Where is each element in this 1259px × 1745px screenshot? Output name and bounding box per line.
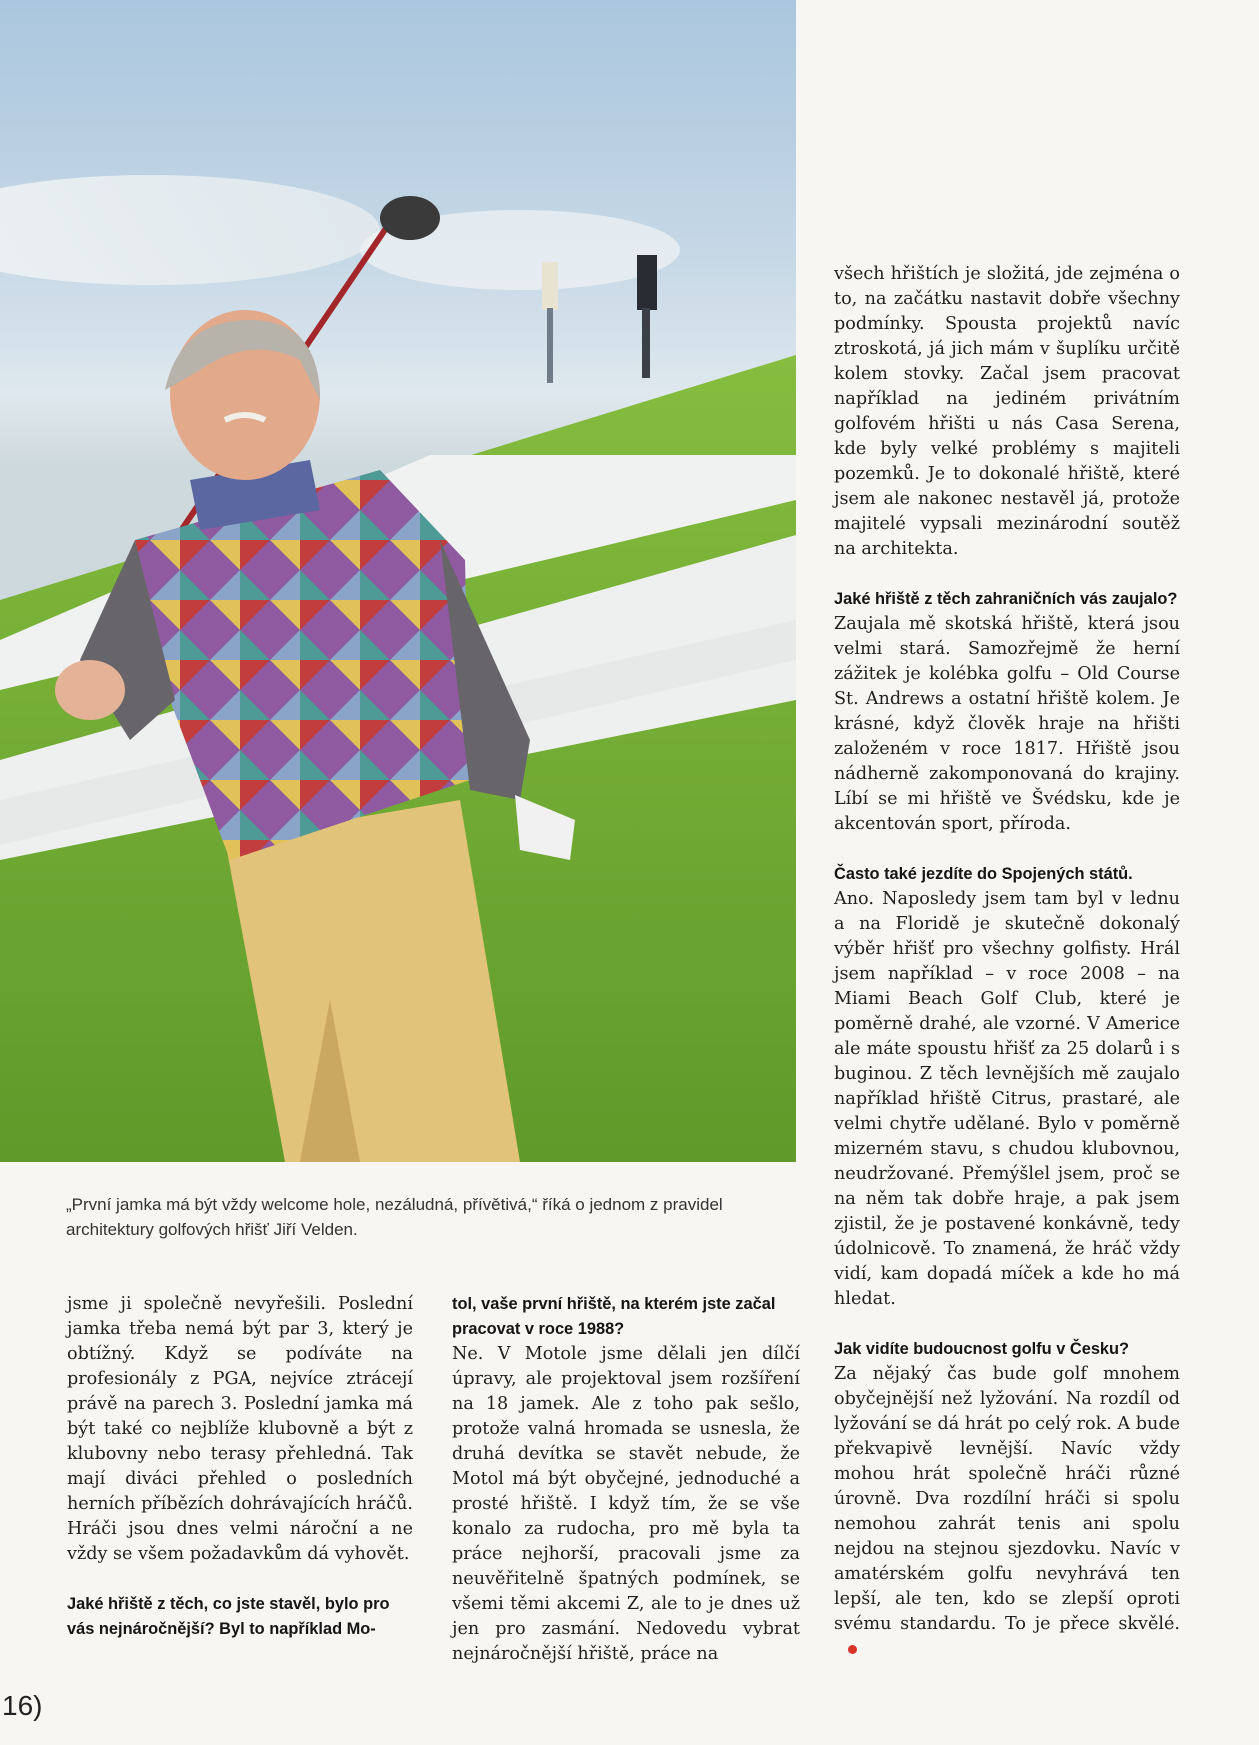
paragraph: všech hřištích je složitá, jde zejména o to, na začátku nastavit dobře všechny podmínky. Spousta projektů navíc ztroskotá, já jich mám v šuplíku určitě kolem stovky. Začal jsem pracovat například na jediném privátním golfovém hřišti u nás Casa Serena, kde byly velké problémy s majiteli pozemků. Je to dokonalé hřiště, které jsem ale nakonec nestavěl já, protože majitelé vypsali mezinárodní soutěž na architekta. (834, 264, 1180, 559)
question-heading: Jaké hřiště z těch, co jste stavěl, bylo pro vás nejnáročnější? Byl to například Mo- (67, 1595, 390, 1638)
question-heading: tol, vaše první hřiště, na kterém jste začal pracovat v roce 1988? (452, 1295, 776, 1338)
paragraph-text: Za nějaký čas bude golf mnohem obyčejnější než lyžování. Na rozdíl od lyžování se dá hrát po celý rok. A bude překvapivě levnější. Navíc vždy mohou hrát společně hráči různé úrovně. Dva rozdílní hráči si spolu nemohou zahrát tenis ani spolu nejdou na stejnou sjezdovku. Navíc v amatérském golfu nevyhrává ten lepší, ale ten, kdo se zlepší oproti svému standardu. To je přece skvělé. (834, 1364, 1180, 1634)
question-heading: Jaké hřiště z těch zahraničních vás zaujalo? (834, 590, 1178, 608)
question-heading: Často také jezdíte do Spojených států. (834, 865, 1133, 883)
end-mark-icon (848, 1645, 857, 1654)
text-column-middle (452, 1292, 800, 1667)
paragraph: Ne. V Motole jsme dělali jen dílčí úpravy, ale projektoval jsem rozšíření na 18 jamek. Ale z toho pak sešlo, protože valná hromada se usnesla, že druhá devítka se stavět nebude, že Motol má být obyčejné, jednoduché a prosté hřiště. I když tím, že se vše konalo za rudocha, pro mě byla ta práce nejhorší, pracovali jsme za neuvěřitelně špatných podmínek, se všemi těmi akcemi Z, ale to je dnes už jen pro zasmání. Nedovedu vybrat nejnáročnější hřiště, práce na (452, 1344, 800, 1664)
text-column-left (67, 1292, 413, 1642)
question-heading: Jak vidíte budoucnost golfu v Česku? (834, 1340, 1130, 1358)
paragraph: jsme ji společně nevyřešili. Poslední jamka třeba nemá být par 3, který je obtížný. Když se podíváte na profesionály z PGA, nejvíce ztrácejí právě na parech 3. Poslední jamka má být také co nejblíže klubovně a být z klubovny nebo terasy přehledná. Tak mají diváci přehled o posledních herních příbězích dohrávajících hráčů. Hráči jsou dnes velmi nároční a ne vždy se všem požadavkům dá vyhovět. (67, 1294, 413, 1564)
golfer-illustration (0, 0, 796, 1162)
paragraph-last (834, 1362, 1180, 1662)
page-number: 16) (2, 1690, 43, 1721)
paragraph: Zaujala mě skotská hřiště, která jsou velmi stará. Samozřejmě že herní zážitek je kolébka golfu – Old Course St. Andrews a ostatní hřiště kolem. Je krásné, když člověk hraje na hřišti založeném v roce 1817. Hřiště jsou nádherně zakomponovaná do krajiny. Líbí se mi hřiště ve Švédsku, kde je akcentován sport, příroda. (834, 614, 1180, 834)
text-column-right (834, 262, 1180, 1662)
golfer-photo (0, 0, 796, 1162)
photo-caption: „První jamka má být vždy welcome hole, nezáludná, přívětivá,“ říká o jednom z pravidel architektury golfových hřišť Jiří Velden. (66, 1195, 723, 1239)
paragraph: Ano. Naposledy jsem tam byl v lednu a na Floridě je skutečně dokonalý výběr hřišť pro všechny golfisty. Hrál jsem například – v roce 2008 – na Miami Beach Golf Club, které je poměrně drahé, ale vzorné. V Americe ale máte spoustu hřišť za 25 dolarů i s buginou. Z těch levnějších mě zaujalo například hřiště Citrus, prastaré, ale velmi chytře udělané. Bylo v poměrně mizerném stavu, s chudou klubovnou, neudržované. Přemýšlel jsem, proč se na něm tak dobře hraje, a pak jsem zjistil, že je postavené konkávně, tedy údolnicově. To znamená, že hráč vždy vidí, kam dopadá míček a kde ho má hledat. (834, 889, 1180, 1309)
